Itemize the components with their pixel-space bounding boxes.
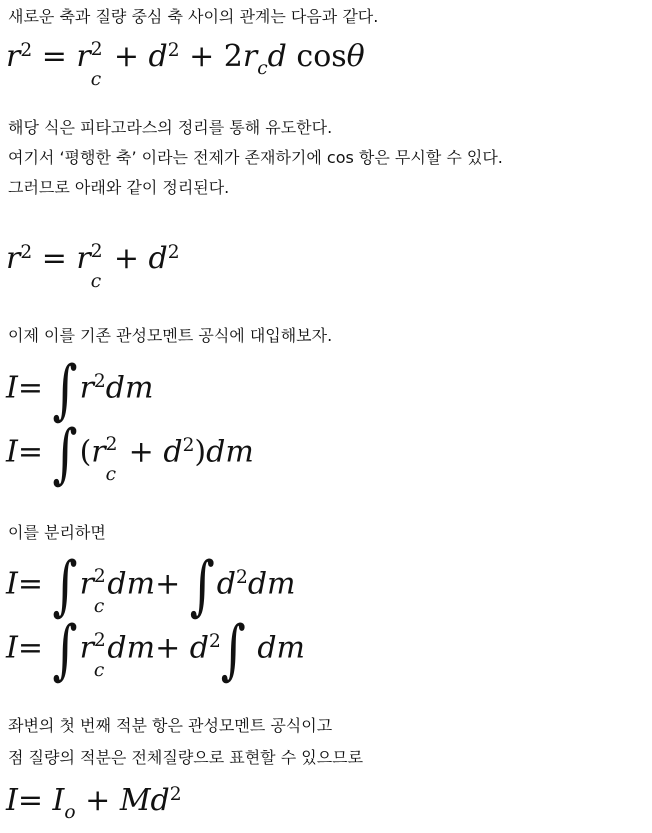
point-mass-text: 점 질량의 적분은 전체질량으로 표현할 수 있으므로 [8, 748, 364, 767]
equation-relation-with-cos: $r^2 = r$ 2 c + $d^2 + 2r_cd$ cosθ [6, 38, 365, 90]
intro-text: 새로운 축과 질량 중심 축 사이의 관계는 다음과 같다. [8, 7, 379, 26]
equation-parallel-axis-theorem: $I= I_o + Md^2$ [6, 783, 182, 824]
pythagoras-text: 해당 식은 피타고라스의 정리를 통해 유도한다. [8, 118, 333, 137]
therefore-text: 그러므로 아래와 같이 정리된다. [8, 178, 230, 197]
first-term-text: 좌변의 첫 번째 적분 항은 관성모멘트 공식이고 [8, 716, 333, 735]
equation-separated: I= ∫r 2 c $dm+ \int d^2dm$ [6, 548, 296, 624]
equation-relation: $r^2 = r$ 2 c + $d^2$ [6, 240, 180, 292]
parallel-axis-text: 여기서 ‘평행한 축’ 이라는 전제가 존재하기에 cos 항은 무시할 수 있다. [8, 148, 503, 167]
substitute-text: 이제 이를 기존 관성모멘트 공식에 대입해보자. [8, 326, 333, 345]
equation-substituted: I= ∫(r 2 c + $d^2)dm$ [6, 416, 254, 492]
separate-text: 이를 분리하면 [8, 523, 106, 542]
equation-constant-out: I= ∫r 2 c $dm+ d^2\int$ dm [6, 612, 305, 688]
equation-moment-of-inertia: $I= \int r^2dm$ [6, 352, 154, 428]
